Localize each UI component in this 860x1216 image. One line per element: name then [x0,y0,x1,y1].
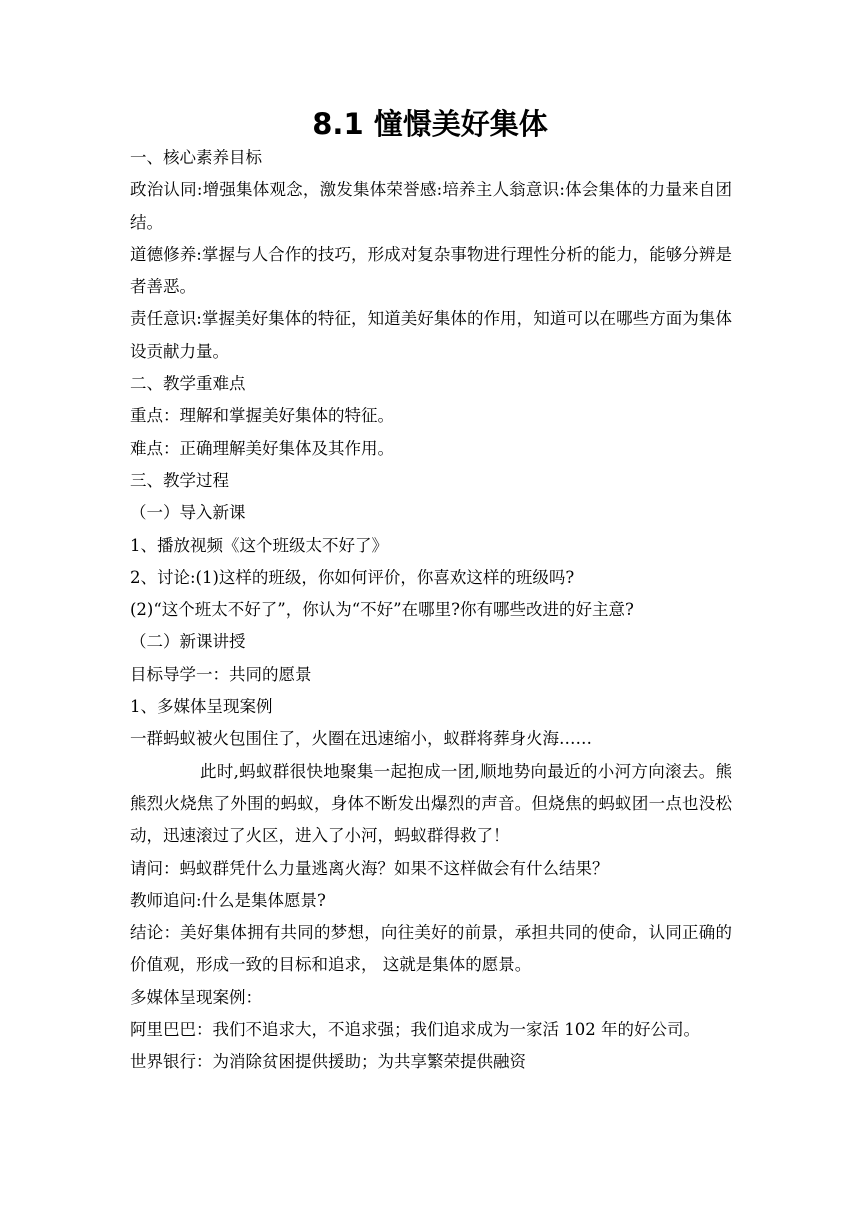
paragraph-difficult-point: 难点：正确理解美好集体及其作用。 [130,438,394,458]
section-heading-key-points: 二、教学重难点 [130,374,246,394]
paragraph-ant-story: 此时,蚂蚁群很快地聚集一起抱成一团,顺地势向最近的小河方向滚去。熊熊烈火烧焦了外围的蚂蚁，身体不断发出爆烈的声音。但烧焦的蚂蚁团一点也没松动，迅速滚过了火区，进入了小河，蚂蚁群得救了！ [130,761,732,846]
paragraph-responsibility: 责任意识:掌握美好集体的特征，知道美好集体的作用，知道可以在哪些方面为集体设贡献力量。 [130,309,732,361]
document-body [130,142,732,1079]
list-item-play-video: 1、播放视频《这个班级太不好了》 [130,535,388,555]
paragraph-multimedia-cases: 多媒体呈现案例： [130,987,262,1007]
subheading-new-lesson: （二）新课讲授 [130,632,246,652]
list-item-discussion: 2、讨论:(1)这样的班级，你如何评价，你喜欢这样的班级吗? [130,567,575,587]
paragraph-political-identity: 政治认同:增强集体观念，激发集体荣誉感:培养主人翁意识:体会集体的力量来自团结。 [130,180,732,232]
paragraph-alibaba: 阿里巴巴：我们不追求大，不追求强；我们追求成为一家活 102 年的好公司。 [130,1020,700,1040]
section-heading-core-goals: 一、核心素养目标 [130,148,262,167]
paragraph-teacher-followup: 教师追问:什么是集体愿景? [130,890,326,910]
list-item-discussion-2: (2)“这个班太不好了”，你认为“不好”在哪里?你有哪些改进的好主意? [130,600,634,620]
paragraph-question: 请问：蚂蚁群凭什么力量逃离火海？如果不这样做会有什么结果？ [130,858,609,878]
paragraph-world-bank: 世界银行：为消除贫困提供援助；为共享繁荣提供融资 [130,1052,526,1072]
document-title: 8.1 憧憬美好集体 [312,107,548,141]
section-heading-teaching-process: 三、教学过程 [130,470,229,490]
paragraph-ant-story-intro: 一群蚂蚁被火包围住了，火圈在迅速缩小，蚁群将葬身火海…… [130,729,592,749]
subheading-introduction: （一）导入新课 [130,503,246,523]
paragraph-moral-cultivation: 道德修养:掌握与人合作的技巧，形成对复杂事物进行理性分析的能力，能够分辨是者善恶。 [130,244,732,297]
paragraph-conclusion: 结论：美好集体拥有共同的梦想，向往美好的前景，承担共同的使命，认同正确的价值观，形成一致的目标和追求， 这就是集体的愿景。 [130,923,732,975]
paragraph-goal-one: 目标导学一：共同的愿景 [130,664,312,684]
list-item-multimedia-case: 1、多媒体呈现案例 [130,697,273,717]
paragraph-key-point: 重点：理解和掌握美好集体的特征。 [130,406,394,426]
